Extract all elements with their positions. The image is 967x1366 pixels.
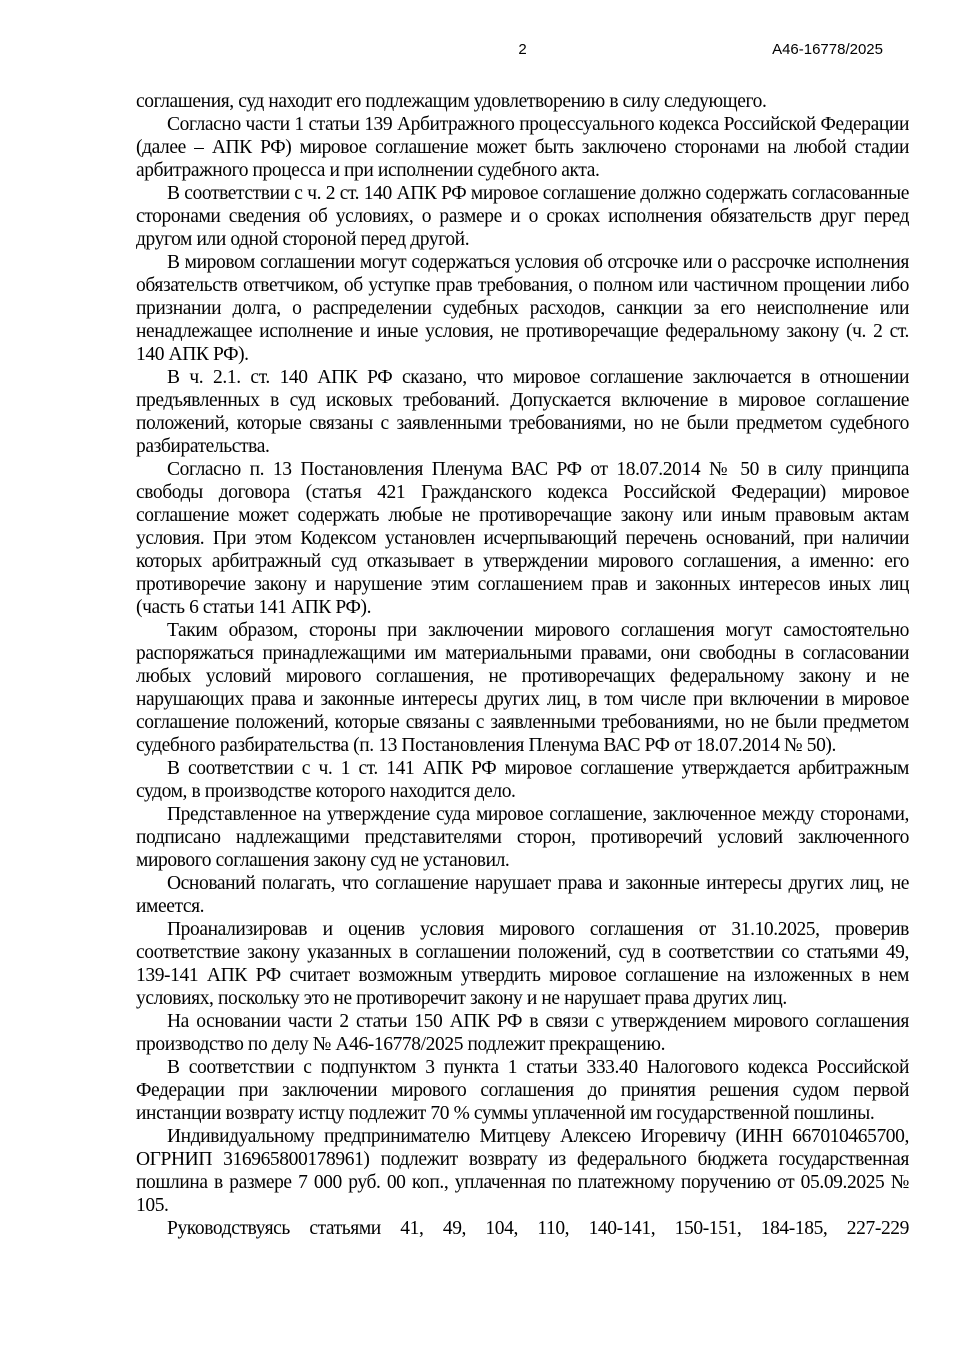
paragraph: Проанализировав и оценив условия мирового соглашения от 31.10.2025, проверив соответствие закону указанных в соглашении положений, суд в соответствии со статьями 49, 139-141 АПК РФ считает возможным утвердить мировое соглашение на изложенных в нем условиях, поскольку это не противоречит закону и не нарушает права других лиц. (136, 919, 909, 1009)
paragraph: В мировом соглашении могут содержаться условия об отсрочке или о рассрочке исполнения обязательств ответчиком, об уступке прав требования, о полном или частичном прощении либо признании долга, о распределении судебных расходов, санкции за его неисполнение или ненадлежащее исполнение и иные условия, не противоречащие федеральному закону (ч. 2 ст. 140 АПК РФ). (136, 252, 909, 365)
paragraph: В соответствии с ч. 2 ст. 140 АПК РФ мировое соглашение должно содержать согласованные сторонами сведения об условиях, о размере и о сроках исполнения обязательств друг перед другом или одной стороной перед другой. (136, 183, 909, 250)
paragraph: Согласно части 1 статьи 139 Арбитражного процессуального кодекса Российской Федерации (далее – АПК РФ) мировое соглашение может быть заключено сторонами на любой стадии арбитражного процесса и при исполнении судебного акта. (136, 114, 909, 181)
paragraph: Руководствуясь статьями 41, 49, 104, 110, 140-141, 150-151, 184-185, 227-229 (167, 1218, 909, 1239)
page-header (136, 41, 909, 59)
paragraph: На основании части 2 статьи 150 АПК РФ в связи с утверждением мирового соглашения производство по делу № А46-16778/2025 подлежит прекращению. (136, 1011, 909, 1055)
paragraph: В соответствии с ч. 1 ст. 141 АПК РФ мировое соглашение утверждается арбитражным судом, в производстве которого находится дело. (136, 758, 909, 802)
paragraph: В ч. 2.1. ст. 140 АПК РФ сказано, что мировое соглашение заключается в отношении предъявленных в суд исковых требований. Допускается включение в мировое соглашение положений, которые связаны с заявленными требованиями, но не были предметом судебного разбирательства. (136, 367, 909, 457)
paragraph: Таким образом, стороны при заключении мирового соглашения могут самостоятельно распоряжаться принадлежащими им материальными правами, они свободны в согласовании любых условий мирового соглашения, не противоречащих федеральному закону и не нарушающих права и законные интересы других лиц, в том числе при включении в мировое соглашение положений, которые связаны с заявленными требованиями, но не были предметом судебного разбирательства (п. 13 Постановления Пленума ВАС РФ от 18.07.2014 № 50). (136, 620, 909, 756)
paragraph: Оснований полагать, что соглашение нарушает права и законные интересы других лиц, не имеется. (136, 873, 909, 917)
page-number: 2 (518, 41, 527, 58)
paragraph: соглашения, суд находит его подлежащим удовлетворению в силу следующего. (136, 91, 767, 112)
paragraph: Индивидуальному предпринимателю Митцеву Алексею Игоревичу (ИНН 667010465700, ОГРНИП 316965800178961) подлежит возврату из федерального бюджета государственная пошлина в размере 7 000 руб. 00 коп., уплаченная по платежному поручению от 05.09.2025 № 105. (136, 1126, 909, 1216)
paragraph: Представленное на утверждение суда мировое соглашение, заключенное между сторонами, подписано надлежащими представителями сторон, противоречий условий заключенного мирового соглашения закону суд не установил. (136, 804, 909, 871)
case-number: А46-16778/2025 (772, 41, 883, 58)
document-body (136, 90, 909, 1240)
paragraph: Согласно п. 13 Постановления Пленума ВАС РФ от 18.07.2014 № 50 в силу принципа свободы договора (статья 421 Гражданского кодекса Российской Федерации) мировое соглашение может содержать любые не противоречащие закону или иным правовым актам условия. При этом Кодексом установлен исчерпывающий перечень оснований, при наличии которых арбитражный суд отказывает в утверждении мирового соглашения, а именно: его противоречие закону и нарушение этим соглашением прав и законных интересов иных лиц (часть 6 статьи 141 АПК РФ). (136, 459, 909, 618)
paragraph: В соответствии с подпунктом 3 пункта 1 статьи 333.40 Налогового кодекса Российской Федерации при заключении мирового соглашения до принятия решения судом первой инстанции возврату истцу подлежит 70 % суммы уплаченной им государственной пошлины. (136, 1057, 909, 1124)
